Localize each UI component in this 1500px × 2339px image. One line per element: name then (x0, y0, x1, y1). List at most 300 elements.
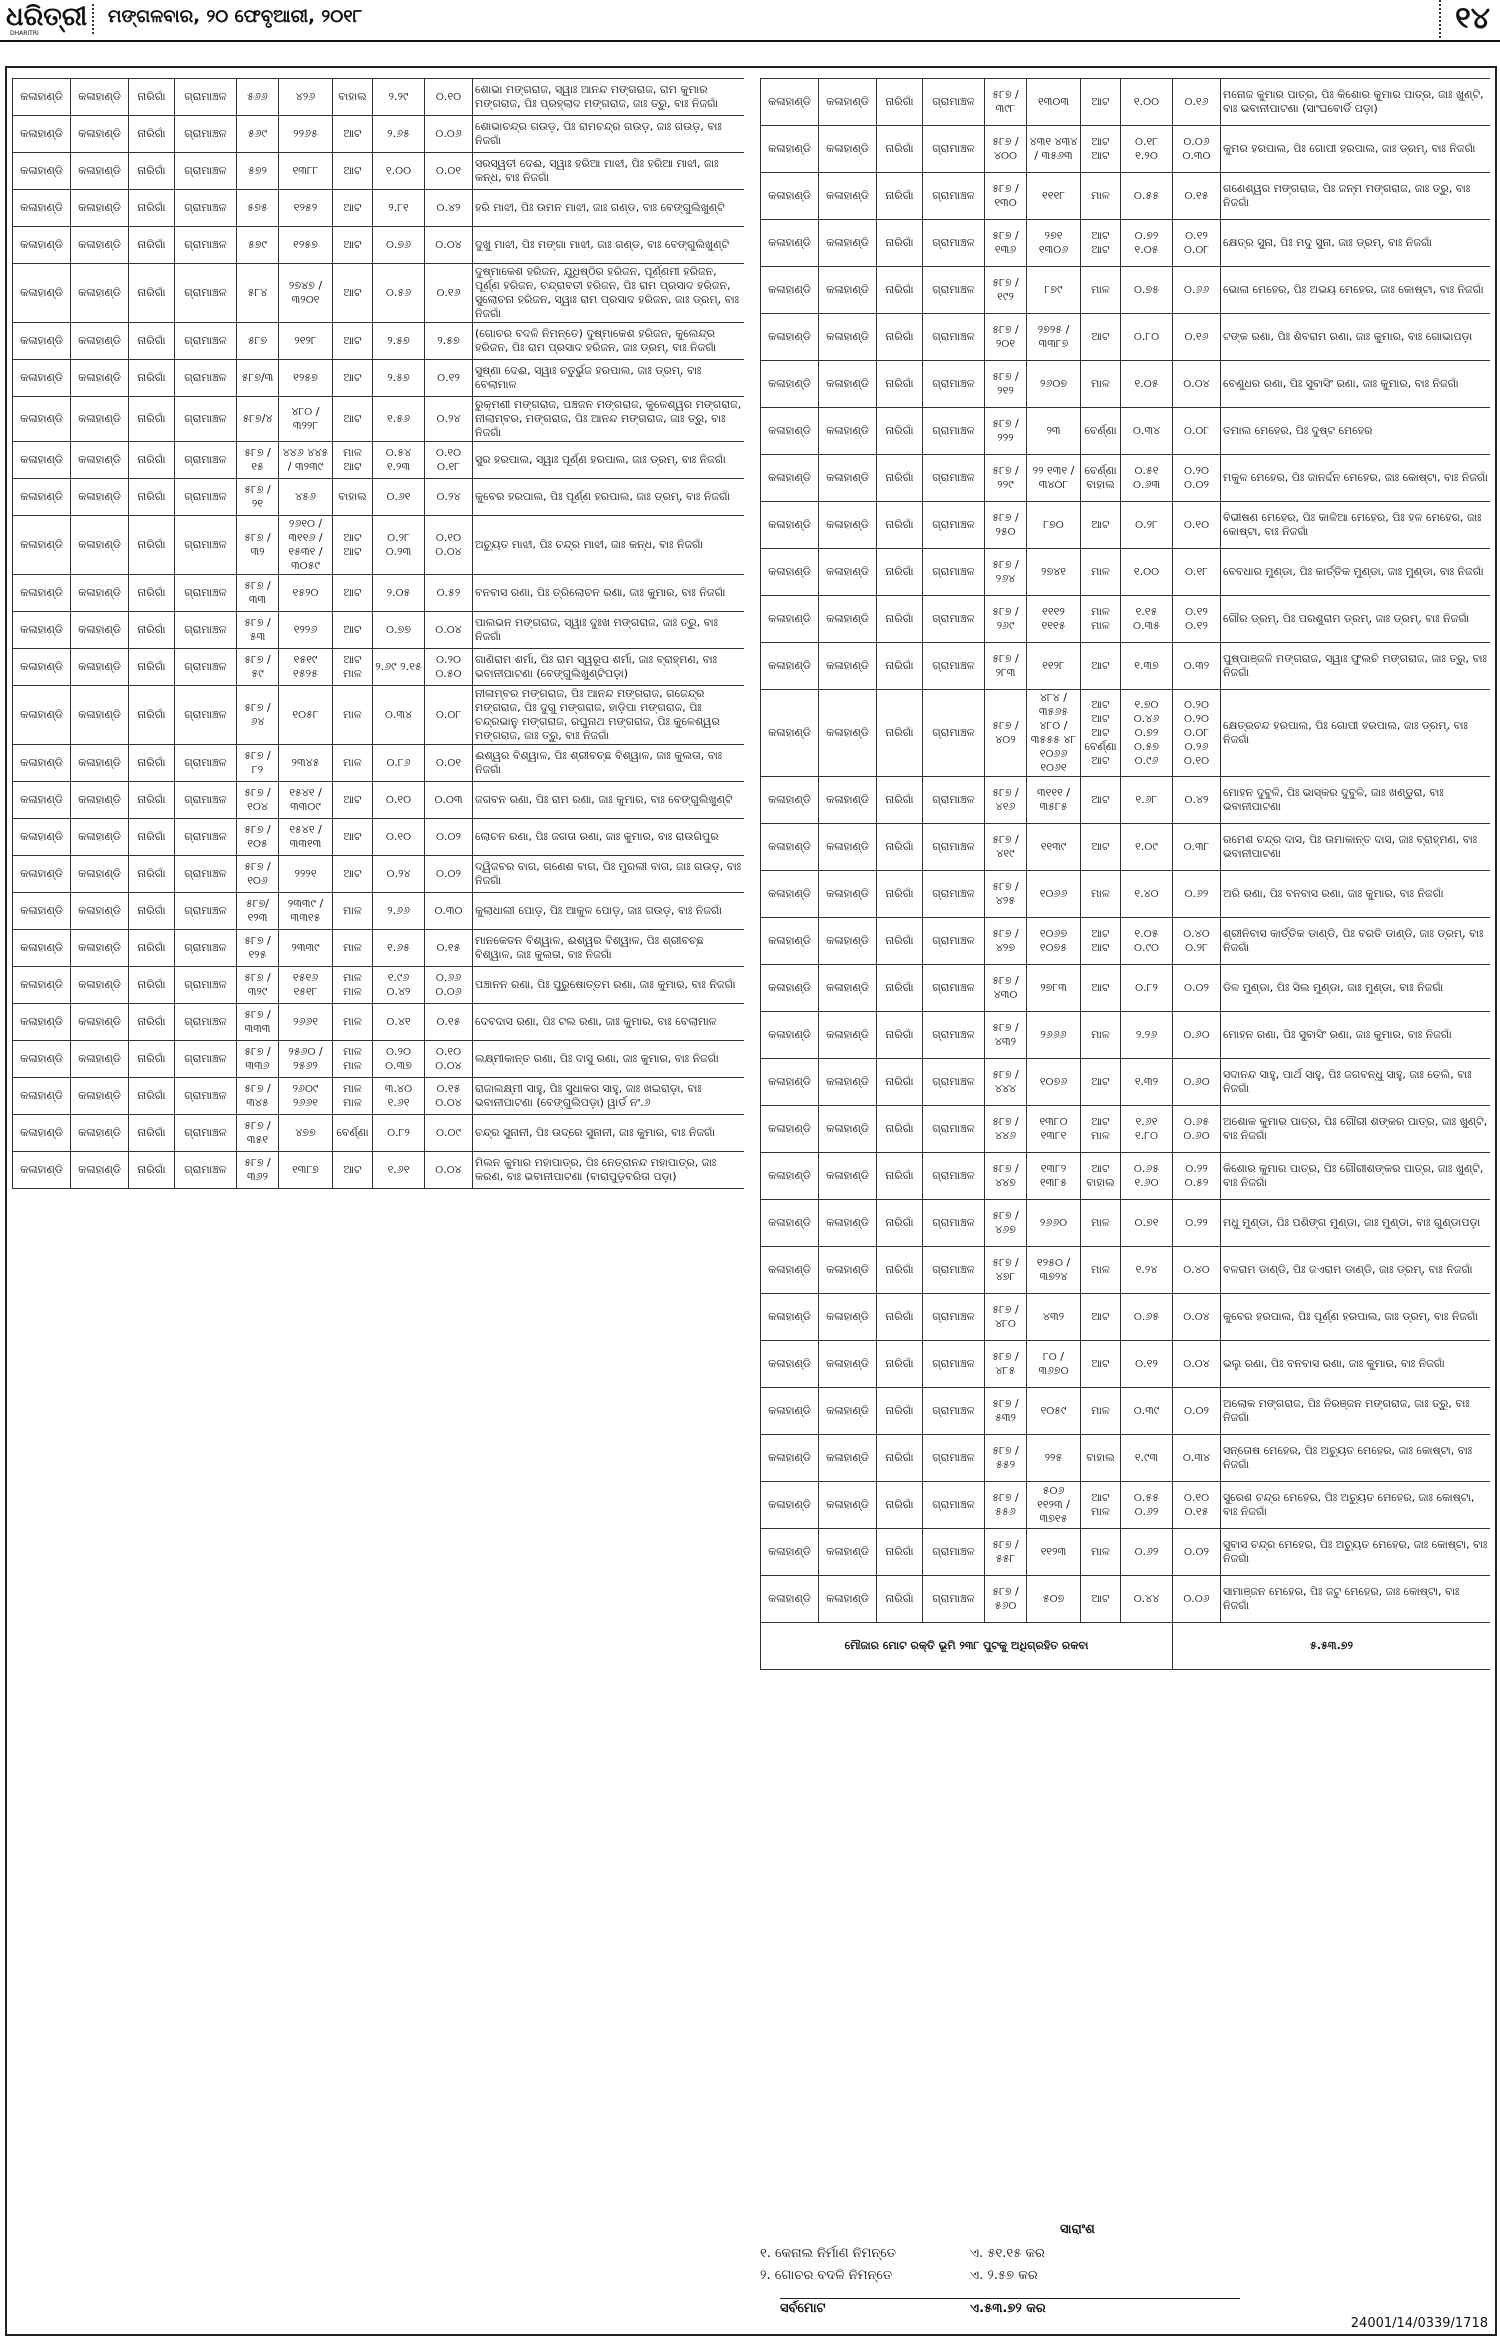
right-table-cell-district: କଳାହାଣ୍ଡି (761, 173, 819, 220)
right-table-cell-acquired-area: ୦.୬୫ ୦.୬୦ (1173, 1106, 1221, 1153)
left-table-cell-acquired-area: ୦.୦୬ (425, 116, 473, 153)
left-table-cell-village: ନାରିଗାଁ (129, 1115, 175, 1152)
right-table-cell-area-type: ଗ୍ରାମାଞ୍ଚଳ (923, 643, 985, 690)
right-table-cell-khata-no: ୫୦୬ ୧୧୨୩ / ୩୭୧୫ (1027, 1482, 1081, 1529)
right-table-cell-district: କଳାହାଣ୍ଡି (761, 777, 819, 824)
right-table-cell-acquired-area: ୦.୨୨ ୦.୫୨ (1173, 1153, 1221, 1200)
right-table-row (761, 1341, 1491, 1388)
left-table-cell-khata-no: ୧୩୮୮ (279, 153, 333, 190)
left-table-cell-plot-no: ୫୬୯ (237, 116, 279, 153)
reference-code: 24001/14/0339/1718 (1350, 2316, 1488, 2331)
right-table-cell-tehsil: କଳାହାଣ୍ଡି (819, 79, 877, 126)
right-table-cell-owner-details: ପୁଷ୍ପାଞ୍ଜଳି ମଙ୍ଗରାଜ, ସ୍ୱାଃ ଫୁଲଚି ମଙ୍ଗରାଜ, ଜାଃ ତ୍ରୁ, ବାଃ ନିଜଗାଁ (1221, 643, 1491, 690)
right-table-cell-tehsil: କଳାହାଣ୍ଡି (819, 1341, 877, 1388)
right-table-row (761, 1482, 1491, 1529)
left-table-cell-land-class: ଆଟ (333, 397, 373, 442)
right-table-cell-area-type: ଗ୍ରାମାଞ୍ଚଳ (923, 1576, 985, 1623)
right-table-cell-plot-no: ୫୮୭ / ୪୨୫ (985, 871, 1027, 918)
left-table-cell-land-class: ଆଟ ଆଟ (333, 516, 373, 575)
left-table-cell-area-type: ଗ୍ରାମାଞ୍ଚଳ (175, 442, 237, 479)
right-table-cell-plot-no: ୫୮୭ / ୨୧୨ (985, 361, 1027, 408)
left-table-cell-village: ନାରିଗାଁ (129, 442, 175, 479)
right-table-cell-tehsil: କଳାହାଣ୍ଡି (819, 1529, 877, 1576)
left-table-cell-district: କଳାହାଣ୍ଡି (13, 819, 71, 856)
right-table-cell-village: ନାରିଗାଁ (877, 1247, 923, 1294)
right-table-cell-acquired-area: ୦.୪୦ (1173, 1247, 1221, 1294)
left-table-cell-tehsil: କଳାହାଣ୍ଡି (71, 893, 129, 930)
right-column (760, 78, 1490, 2318)
left-table-cell-area-type: ଗ୍ରାମାଞ୍ଚଳ (175, 967, 237, 1004)
left-table-cell-tehsil: କଳାହାଣ୍ଡି (71, 1078, 129, 1115)
right-table-cell-owner-details: ବଳରାମ ଡାଣ୍ଡି, ପିଃ ଜଏରାମ ଡାଣ୍ଡି, ଜାଃ ଡ୍ରମ୍, ବାଃ ନିଜଗାଁ (1221, 1247, 1491, 1294)
right-table-cell-acquired-area: ୦.୨୦ ୦.୦୨ (1173, 455, 1221, 502)
right-table-cell-district: କଳାହାଣ୍ଡି (761, 596, 819, 643)
right-table-cell-acquired-area: ୦.୦୨ (1173, 1529, 1221, 1576)
left-table-cell-plot-no: ୫୭୯ (237, 227, 279, 264)
left-table-cell-khata-no: ୨୨୨୧ (279, 856, 333, 893)
right-table-cell-land-class: ମାଳ (1081, 1388, 1121, 1435)
left-table-cell-acquired-area: ୦.୦୪ (425, 1152, 473, 1189)
right-table-cell-acquired-area: ୦.୧୨ ୦.୧୨ (1173, 596, 1221, 643)
left-table-cell-owner-details: ଶୋଭା ମଙ୍ଗରାଜ, ସ୍ୱାଃ ଆନନ୍ଦ ମଙ୍ଗରାଜ, ରାମ କୁମାର ମଙ୍ଗରାଜ, ପିଃ ପ୍ରହ୍ଲାଦ ମଙ୍ଗରାଜ, ଜାଃ ତ୍ରୁ, ବାଃ ନିଜଗାଁ (473, 79, 745, 116)
right-table-cell-acquired-area: ୦.୦୪ (1173, 1294, 1221, 1341)
left-table-cell-khata-no: ୧୨୨୬ (279, 612, 333, 649)
right-table-cell-plot-area: ୦.୬୨ (1121, 1529, 1173, 1576)
right-table-cell-plot-area: ୧.୩୭ (1121, 643, 1173, 690)
right-table-cell-district: କଳାହାଣ୍ଡି (761, 1012, 819, 1059)
left-table-row (13, 745, 745, 782)
left-table-cell-acquired-area: ୨.୫୭ (425, 323, 473, 360)
right-table-cell-district: କଳାହାଣ୍ଡି (761, 643, 819, 690)
right-table-cell-plot-no: ୫୮୭ / ୪୮୫ (985, 1341, 1027, 1388)
right-table-cell-village: ନାରିଗାଁ (877, 1529, 923, 1576)
left-table-cell-plot-area: ୦.୨୮ ୦.୨୩ (373, 516, 425, 575)
left-table-cell-khata-no: ୪୭୭ (279, 1115, 333, 1152)
left-table-cell-khata-no: ୨୧୨୮ (279, 323, 333, 360)
left-table-cell-land-class: ବେର୍ଣ୍ଣା (333, 1115, 373, 1152)
right-table-cell-village: ନାରିଗାଁ (877, 690, 923, 777)
right-table-cell-tehsil: କଳାହାଣ୍ଡି (819, 777, 877, 824)
left-table-cell-acquired-area: ୦.୧୦ (425, 79, 473, 116)
right-table-cell-khata-no: ୮୦ / ୩୬୭୦ (1027, 1341, 1081, 1388)
right-table-cell-plot-area: ୦.୫୫ ୦.୬୨ (1121, 1482, 1173, 1529)
right-table-cell-plot-area: ୦.୩୪ (1121, 408, 1173, 455)
right-table-cell-village: ନାରିଗାଁ (877, 314, 923, 361)
right-table-cell-village: ନାରିଗାଁ (877, 1153, 923, 1200)
right-table-cell-plot-area: ୦.୩୯ (1121, 1388, 1173, 1435)
right-table-cell-land-class: ମାଳ (1081, 549, 1121, 596)
right-table-row (761, 824, 1491, 871)
right-table-cell-area-type: ଗ୍ରାମାଞ୍ଚଳ (923, 1059, 985, 1106)
left-table-cell-land-class: ମାଳ (333, 745, 373, 782)
right-table-cell-owner-details: ଅରି ରଣା, ପିଃ ବନବାସ ରଣା, ଜାଃ କୁମାର, ବାଃ ନିଜଗାଁ (1221, 871, 1491, 918)
right-table-cell-village: ନାରିଗାଁ (877, 220, 923, 267)
left-table-cell-tehsil: କଳାହାଣ୍ଡି (71, 612, 129, 649)
right-table-cell-tehsil: କଳାହାଣ୍ଡି (819, 173, 877, 220)
summary-total-value: ଏ.୫୩.୭୨ କର (970, 2301, 1046, 2316)
left-table-cell-owner-details: ମାନକେତନ ବିଶ୍ୱାଳ, ଈଶ୍ୱର ବିଶ୍ୱାଳ, ପିଃ ଶ୍ରୀବଚ୍ଛ ବିଶ୍ୱାଳ, ଜାଃ କୁଲତା, ବାଃ ନିଜଗାଁ (473, 930, 745, 967)
right-table-row (761, 1200, 1491, 1247)
right-table-cell-land-class: ଆଟ (1081, 79, 1121, 126)
left-table-cell-acquired-area: ୦.୫୨ (425, 575, 473, 612)
left-table-row (13, 649, 745, 686)
left-table-row (13, 930, 745, 967)
right-table-cell-acquired-area: ୦.୧୮ (1173, 549, 1221, 596)
right-table-cell-tehsil: କଳାହାଣ୍ଡି (819, 1012, 877, 1059)
left-table-cell-acquired-area: ୦.୧୦ ୦.୦୪ (425, 516, 473, 575)
left-table-cell-acquired-area: ୦.୨୪ (425, 479, 473, 516)
right-table-cell-plot-no: ୫୮୭ / ୨୬୯ (985, 596, 1027, 643)
right-table-cell-acquired-area: ୦.୩୪ (1173, 1435, 1221, 1482)
left-table-cell-plot-area: ୦.୪୧ (373, 1004, 425, 1041)
right-table-cell-owner-details: ମନୋଜ କୁମାର ପାତ୍ର, ପିଃ କିଶୋର କୁମାର ପାତ୍ର, ଜାଃ ଖୁଣ୍ଟି, ବାଃ ଭବାନୀପାଟଣା (ସାଂଘବୋର୍ଡି ପଡ଼ା) (1221, 79, 1491, 126)
left-table-cell-land-class: ମାଳ ମାଳ (333, 967, 373, 1004)
left-table-cell-tehsil: କଳାହାଣ୍ଡି (71, 575, 129, 612)
right-table-cell-khata-no: ୨୩ (1027, 408, 1081, 455)
left-table-cell-area-type: ଗ୍ରାମାଞ୍ଚଳ (175, 1152, 237, 1189)
right-table-cell-plot-no: ୫୮୭ / ୨୨୯ (985, 455, 1027, 502)
left-table-cell-owner-details: ଲକ୍ଷ୍ମୀକାନ୍ତ ରଣା, ପିଃ ଦାସୁ ରଣା, ଜାଃ କୁମାର, ବାଃ ନିଜଗାଁ (473, 1041, 745, 1078)
right-table-cell-plot-no: ୫୮୭ / ୪୦୦ (985, 126, 1027, 173)
right-table-cell-area-type: ଗ୍ରାମାଞ୍ଚଳ (923, 1153, 985, 1200)
left-table-cell-land-class: ଆଟ (333, 1152, 373, 1189)
right-table-cell-village: ନାରିଗାଁ (877, 1435, 923, 1482)
left-table-cell-tehsil: କଳାହାଣ୍ଡି (71, 264, 129, 323)
right-table-cell-khata-no: ୧୧୨୮ (1027, 643, 1081, 690)
right-table-cell-plot-no: ୫୮୭ / ୫୩୨ (985, 1388, 1027, 1435)
right-table-cell-khata-no: ୪୮୪ / ୩୫୬୫ ୪୮୦ / ୩୫୫୫ ୪୮ ୧୦୬୬ ୧୦୬୧ (1027, 690, 1081, 777)
right-table-cell-plot-no: ୫୮୭ / ୧୩୦ (985, 173, 1027, 220)
right-table-cell-plot-area: ୦.୭୫ (1121, 267, 1173, 314)
left-table-row (13, 479, 745, 516)
left-table-cell-owner-details: ଗାଣିରାମ ଶର୍ମା, ପିଃ ରାମ ସ୍ୱରୂପ ଶର୍ମା, ଜାଃ ବ୍ରାହ୍ମଣ, ବାଃ ଭବାନୀପାଟଣା (ବେଙ୍ଗୁଲିଖୁଣ୍ଟିପଡ଼ା) (473, 649, 745, 686)
right-table-cell-village: ନାରିଗାଁ (877, 1388, 923, 1435)
right-table-cell-khata-no: ୨୨୫ (1027, 1435, 1081, 1482)
left-table-cell-owner-details: ଶୋଭାଚନ୍ଦ୍ର ଗଉଡ଼, ପିଃ ରାମଚନ୍ଦ୍ର ଗଉଡ଼, ଜାଃ ଗଉଡ଼, ବାଃ ନିଜଗାଁ (473, 116, 745, 153)
right-table-cell-village: ନାରିଗାଁ (877, 1059, 923, 1106)
right-table-cell-plot-no: ୫୮୭ / ୪୬୭ (985, 1200, 1027, 1247)
left-table-cell-plot-area: ୨.୫୭ (373, 323, 425, 360)
right-table-cell-khata-no: ୧୧୧୮ (1027, 173, 1081, 220)
right-table-cell-land-class: ଆଟ (1081, 314, 1121, 361)
right-table-cell-area-type: ଗ୍ରାମାଞ୍ଚଳ (923, 314, 985, 361)
right-table-cell-village: ନାରିଗାଁ (877, 1482, 923, 1529)
left-table-cell-village: ନାରିଗାଁ (129, 967, 175, 1004)
left-table-cell-district: କଳାହାଣ୍ଡି (13, 782, 71, 819)
left-table-cell-tehsil: କଳାହାଣ୍ଡି (71, 649, 129, 686)
right-table-cell-owner-details: ମୋହନ ରଣା, ପିଃ ସୁବାସିଂ ରଣା, ଜାଃ କୁମାର, ବାଃ ନିଜଗାଁ (1221, 1012, 1491, 1059)
right-table-cell-plot-area: ୨.୨୬ (1121, 1012, 1173, 1059)
right-table-cell-land-class: ଆଟ (1081, 1294, 1121, 1341)
left-table-cell-land-class: ଆଟ (333, 819, 373, 856)
left-table-cell-district: କଳାହାଣ୍ଡି (13, 575, 71, 612)
right-table-cell-land-class: ମାଳ (1081, 173, 1121, 220)
left-table-cell-plot-no: ୫୮୭ / ୧୨୫ (237, 930, 279, 967)
right-table-cell-land-class: ଆଟ ମାଳ (1081, 1106, 1121, 1153)
summary-title: ସାରାଂଶ (1060, 2222, 1095, 2237)
right-table-cell-area-type: ଗ୍ରାମାଞ୍ଚଳ (923, 918, 985, 965)
right-table-cell-district: କଳାହାଣ୍ଡି (761, 1482, 819, 1529)
right-table-row (761, 361, 1491, 408)
left-table-cell-district: କଳାହାଣ୍ଡି (13, 649, 71, 686)
left-table-cell-village: ନାରିଗାଁ (129, 893, 175, 930)
left-table-cell-area-type: ଗ୍ରାମାଞ୍ଚଳ (175, 893, 237, 930)
left-table-cell-owner-details: (ଗୋଚର ବଦଳି ନିମନ୍ତେ) ଦୁଷ୍ମାକେଶ ହରିଜନ, କୁଲେନ୍ଦ୍ର ହରିଜନ, ପିଃ ରାମ ପ୍ରସାଦ ହରିଜନ, ଜାଃ ଡ୍ରମ୍, ବାଃ ନିଜଗାଁ (473, 323, 745, 360)
right-table-row (761, 918, 1491, 965)
left-table-cell-khata-no: ୧୫୧୯ ୧୫୨୫ (279, 649, 333, 686)
left-table-cell-area-type: ଗ୍ରାମାଞ୍ଚଳ (175, 686, 237, 745)
left-table-row (13, 323, 745, 360)
left-table-cell-plot-no: ୫୭୨ (237, 153, 279, 190)
left-table-cell-owner-details: ପଞ୍ଚାନନ ରଣା, ପିଃ ପୁରୁଷୋତ୍ତମ ରଣା, ଜାଃ କୁମାର, ବାଃ ନିଜଗାଁ (473, 967, 745, 1004)
right-table-row (761, 690, 1491, 777)
left-table-row (13, 967, 745, 1004)
left-table-cell-plot-no: ୫୮୭ / ୩୬୨ (237, 1152, 279, 1189)
right-table-cell-plot-area: ୦.୭୨ ୧.୦୫ (1121, 220, 1173, 267)
left-table-cell-tehsil: କଳାହାଣ୍ଡି (71, 1152, 129, 1189)
right-table-cell-plot-no: ୫୮୭ / ୩୯୮ (985, 79, 1027, 126)
right-table-cell-khata-no: ୨୬୬୦ (1027, 1200, 1081, 1247)
right-table-cell-khata-no: ୪୩୨ (1027, 1294, 1081, 1341)
left-table-cell-area-type: ଗ୍ରାମାଞ୍ଚଳ (175, 190, 237, 227)
right-table-cell-acquired-area: ୦.୦୨ (1173, 1388, 1221, 1435)
right-table-cell-plot-no: ୫୮୭ / ୪୦୨ (985, 690, 1027, 777)
right-table-row (761, 549, 1491, 596)
right-table-cell-village: ନାରିଗାଁ (877, 408, 923, 455)
right-table-cell-khata-no: ୧୦୫୯ (1027, 1388, 1081, 1435)
left-table-cell-tehsil: କଳାହାଣ୍ଡି (71, 930, 129, 967)
left-table-cell-area-type: ଗ୍ରାମାଞ୍ଚଳ (175, 575, 237, 612)
right-table-cell-owner-details: କୁମର ହରପାଲ, ପିଃ ଗୋପୀ ହରପାଲ, ଜାଃ ଡ୍ରମ୍, ବାଃ ନିଜଗାଁ (1221, 126, 1491, 173)
left-table-cell-tehsil: କଳାହାଣ୍ଡି (71, 190, 129, 227)
right-table-cell-khata-no: ୨୬୦୭ (1027, 361, 1081, 408)
right-table-cell-tehsil: କଳାହାଣ୍ଡି (819, 220, 877, 267)
right-table-cell-village: ନାରିଗାଁ (877, 1341, 923, 1388)
right-table-cell-plot-area: ୧.୦୦ (1121, 79, 1173, 126)
right-table-cell-khata-no: ୩୧୧୧ / ୩୫୮୫ (1027, 777, 1081, 824)
left-table-cell-owner-details: ମିଲନ କୁମାର ମହାପାତ୍ର, ପିଃ ନେତ୍ରାନନ୍ଦ ମହାପାତ୍ର, ଜାଃ କରଣ, ବାଃ ଭବାନୀପାଟଣା (ବାରାପୁଡ଼ବରିତା ପଡ଼ା) (473, 1152, 745, 1189)
left-table-cell-tehsil: କଳାହାଣ୍ଡି (71, 856, 129, 893)
left-table-cell-tehsil: କଳାହାଣ୍ଡି (71, 360, 129, 397)
right-table-cell-area-type: ଗ୍ରାମାଞ୍ଚଳ (923, 267, 985, 314)
right-table-cell-plot-no: ୫୮୭ / ୫୬୦ (985, 1576, 1027, 1623)
left-table-cell-plot-area: ୦.୨୪ (373, 856, 425, 893)
right-table-cell-district: କଳାହାଣ୍ଡି (761, 79, 819, 126)
left-table-cell-plot-area: ୦.୮୬ (373, 745, 425, 782)
right-table-cell-area-type: ଗ୍ରାମାଞ୍ଚଳ (923, 690, 985, 777)
left-table-cell-plot-area: ୨.୬୯ ୨.୧୫ (373, 649, 425, 686)
right-table-cell-owner-details: ବିଭୀଷଣ ମେହେର, ପିଃ କାଳିଆ ମେହେର, ପିଃ ହଳ ମେହେର, ଜାଃ କୋଷ୍ଟା, ବାଃ ନିଜଗାଁ (1221, 502, 1491, 549)
right-table-cell-area-type: ଗ୍ରାମାଞ୍ଚଳ (923, 777, 985, 824)
left-table-cell-village: ନାରିଗାଁ (129, 323, 175, 360)
left-table-cell-acquired-area: ୦.୩୦ (425, 893, 473, 930)
right-table-cell-khata-no: ୨୭୧ ୧୩୦୬ (1027, 220, 1081, 267)
left-table-cell-plot-no: ୫୮୭/୩ (237, 360, 279, 397)
right-table-cell-owner-details: ତମାଲ ମେହେର, ପିଃ ଦୁଷ୍ଟ ମେହେର (1221, 408, 1491, 455)
left-table-cell-village: ନାରିଗାଁ (129, 1041, 175, 1078)
left-table-cell-owner-details: ଦୁଷ୍ମାକେଶ ହରିଜନ, ଯୁଧିଷ୍ଠିର ହରିଜନ, ପୂର୍ଣ୍ଣମୀ ହରିଜନ, ପୂର୍ଣ୍ଣ ହରିଜନ, ଚନ୍ଦ୍ରାବତୀ ହରିଜନ, ପିଃ ରାମ ପ୍ରସାଦ ହରିଜନ, ସୁଲୋଚନା ହରିଜନ, ସ୍ୱାଃ ରାମ ପ୍ରସାଦ ହରିଜନ, ଜାଃ ଡ୍ରମ୍, ବାଃ ନିଜଗାଁ (473, 264, 745, 323)
right-table-cell-tehsil: କଳାହାଣ୍ଡି (819, 871, 877, 918)
right-table-cell-tehsil: କଳାହାଣ୍ଡି (819, 690, 877, 777)
left-table-cell-tehsil: କଳାହାଣ୍ଡି (71, 1041, 129, 1078)
right-land-table (760, 78, 1490, 1670)
left-table-cell-district: କଳାହାଣ୍ଡି (13, 1152, 71, 1189)
left-table-cell-khata-no: ୨୬୧୦ / ୩୧୧୬ / ୧୫୩୧ / ୩୦୫୯ (279, 516, 333, 575)
left-table-cell-plot-no: ୫୮୭ / ୩୩ (237, 575, 279, 612)
left-table-cell-area-type: ଗ୍ରାମାଞ୍ଚଳ (175, 227, 237, 264)
right-table-cell-village: ନାରିଗାଁ (877, 1294, 923, 1341)
left-table-cell-acquired-area: ୦.୧୫ (425, 930, 473, 967)
right-table-cell-tehsil: କଳାହାଣ୍ଡି (819, 918, 877, 965)
left-table-cell-owner-details: ଲୋଚନ ରଣା, ପିଃ ଜଗତା ରଣା, ଜାଃ କୁମାର, ବାଃ ରାଉଗିପୁର (473, 819, 745, 856)
right-table-row (761, 1153, 1491, 1200)
left-table-cell-plot-no: ୫୮୭ / ୧୫ (237, 442, 279, 479)
left-table-cell-khata-no: ୨୩୪୫ (279, 745, 333, 782)
right-table-cell-village: ନାରିଗାଁ (877, 824, 923, 871)
left-table-cell-acquired-area: ୦.୦୪ (425, 612, 473, 649)
right-table-cell-tehsil: କଳାହାଣ୍ଡି (819, 408, 877, 455)
right-table-cell-acquired-area: ୦.୬୦ (1173, 1059, 1221, 1106)
left-table-cell-acquired-area: ୦.୦୧ (425, 153, 473, 190)
right-table-cell-acquired-area: ୦.୧୬ (1173, 314, 1221, 361)
right-table-cell-plot-no: ୫୮୭ / ୪୨୭ (985, 918, 1027, 965)
left-table-cell-plot-area: ୦.୨୦ ୦.୩୭ (373, 1041, 425, 1078)
right-table-cell-plot-no: ୫୮୭ / ୫୫୨ (985, 1435, 1027, 1482)
left-table-cell-land-class: ମାଳ ମାଳ (333, 1041, 373, 1078)
newspaper-logo-subtitle: DHARITRI (10, 30, 39, 37)
right-table-cell-village: ନାରିଗାଁ (877, 549, 923, 596)
right-table-cell-khata-no: ୧୦୬୬ (1027, 871, 1081, 918)
right-table-cell-plot-area: ୦.୪୪ (1121, 1576, 1173, 1623)
left-table-cell-owner-details: କୁବେର ହରପାଲ, ପିଃ ପୂର୍ଣ୍ଣ ହରପାଲ, ଜାଃ ଡ୍ରମ୍, ବାଃ ନିଜଗାଁ (473, 479, 745, 516)
right-table-cell-khata-no: ୨୨ ୧୩୧ / ୩୪୦୮ (1027, 455, 1081, 502)
left-table-cell-land-class: ଆଟ (333, 575, 373, 612)
left-table-cell-land-class: ଆଟ (333, 323, 373, 360)
left-table-cell-area-type: ଗ୍ରାମାଞ୍ଚଳ (175, 612, 237, 649)
right-table-cell-khata-no: ୫୦୭ (1027, 1576, 1081, 1623)
right-table-row (761, 643, 1491, 690)
left-table-cell-district: କଳାହାଣ୍ଡି (13, 1041, 71, 1078)
left-table-cell-acquired-area: ୦.୧୦ ୦.୦୪ (425, 1041, 473, 1078)
left-table-cell-district: କଳାହାଣ୍ଡି (13, 190, 71, 227)
left-table-row (13, 819, 745, 856)
left-table-cell-district: କଳାହାଣ୍ଡି (13, 479, 71, 516)
right-table-cell-acquired-area: ୦.୬୦ (1173, 1012, 1221, 1059)
summary-canal-value: ଏ. ୫୧.୧୫ କର (970, 2246, 1045, 2261)
right-table-cell-acquired-area: ୦.୧୨ ୦.୦୮ (1173, 220, 1221, 267)
left-table-cell-district: କଳାହାଣ୍ଡି (13, 612, 71, 649)
right-table-cell-village: ନାରିଗାଁ (877, 918, 923, 965)
right-table-cell-area-type: ଗ୍ରାମାଞ୍ଚଳ (923, 1388, 985, 1435)
left-table-cell-plot-no: ୫୮୭ / ୩୨ (237, 516, 279, 575)
right-table-row (761, 871, 1491, 918)
left-table-cell-plot-area: ୨.୨୯ (373, 79, 425, 116)
left-table-cell-tehsil: କଳାହାଣ୍ଡି (71, 79, 129, 116)
left-table-row (13, 516, 745, 575)
left-table-cell-district: କଳାହାଣ୍ଡି (13, 686, 71, 745)
left-table-cell-tehsil: କଳାହାଣ୍ଡି (71, 745, 129, 782)
right-table-cell-district: କଳାହାଣ୍ଡି (761, 1106, 819, 1153)
right-table-cell-owner-details: ମକୁଳ ମେହେର, ପିଃ ଜାନର୍ଦ୍ଦନ ମେହେର, ଜାଃ କୋଷ୍ଟା, ବାଃ ନିଜଗାଁ (1221, 455, 1491, 502)
right-table-cell-area-type: ଗ୍ରାମାଞ୍ଚଳ (923, 1482, 985, 1529)
left-table-row (13, 856, 745, 893)
left-table-cell-tehsil: କଳାହାଣ୍ଡି (71, 686, 129, 745)
left-table-cell-plot-no: ୫୮୭ / ୩୫୧ (237, 1115, 279, 1152)
right-table-cell-owner-details: ସୁରେଶ ଚନ୍ଦ୍ର ମେହେର, ପିଃ ଅଚ୍ୟୁତ ମେହେର, ଜାଃ କୋଷ୍ଟା, ବାଃ ନିଜଗାଁ (1221, 1482, 1491, 1529)
mouza-total-value: ୫.୫୩.୭୨ (1173, 1623, 1491, 1670)
left-table-cell-owner-details: ପାଲଭନ ମଙ୍ଗରାଜ, ସ୍ୱାଃ ଦୁଃଖ ମଙ୍ଗରାଜ, ଜାଃ ତ୍ରୁ, ବାଃ ନିଜଗାଁ (473, 612, 745, 649)
right-table-row (761, 965, 1491, 1012)
left-table-row (13, 227, 745, 264)
right-table-row (761, 596, 1491, 643)
right-table-cell-plot-no: ୫୮୭ / ୪୧୬ (985, 777, 1027, 824)
left-table-cell-plot-no: ୫୮୭ (237, 323, 279, 360)
left-table-cell-owner-details: ନୀଳାମ୍ବର ମଙ୍ଗରାଜ, ପିଃ ଆନନ୍ଦ ମଙ୍ଗରାଜ, ଗଜେନ୍ଦ୍ର ମଙ୍ଗରାଜ, ପିଃ ଦୁଗୁ ମଙ୍ଗରାଜ, ହାଡ଼ିପା ମଙ୍ଗରାଜ, ପିଃ ଚନ୍ଦ୍ରଭାନୁ ମଙ୍ଗରାଜ, ରଘୁନାଥ ମଙ୍ଗରାଜ, ପିଃ କୁଳେଶ୍ୱର ମଙ୍ଗରାଜ, ଜାଃ ତ୍ରୁ, ବାଃ ନିଜଗାଁ (473, 686, 745, 745)
right-table-cell-owner-details: ଭୋଳା ମେହେର, ପିଃ ଅଭୟ ମେହେର, ଜାଃ କୋଷ୍ଟା, ବାଃ ନିଜଗାଁ (1221, 267, 1491, 314)
left-table-cell-land-class: ମାଳ ମାଳ (333, 1078, 373, 1115)
right-table-cell-plot-area: ୧.୪୦ (1121, 871, 1173, 918)
right-table-row (761, 1247, 1491, 1294)
left-table-row (13, 442, 745, 479)
right-table-cell-land-class: ଆଟ (1081, 777, 1121, 824)
right-table-cell-district: କଳାହାଣ୍ଡି (761, 314, 819, 361)
right-table-cell-acquired-area: ୦.୧୦ ୦.୧୫ (1173, 1482, 1221, 1529)
left-table-cell-plot-area: ୧.୫୬ (373, 397, 425, 442)
right-table-cell-tehsil: କଳାହାଣ୍ଡି (819, 596, 877, 643)
right-table-cell-khata-no: ୧୩୮୨ ୧୩୮୫ (1027, 1153, 1081, 1200)
right-table-cell-owner-details: ଗଣେଶ୍ୱର ମଙ୍ଗରାଜ, ପିଃ ଜନ୍ମ ମଙ୍ଗରାଜ, ଜାଃ ତ୍ରୁ, ବାଃ ନିଜଗାଁ (1221, 173, 1491, 220)
right-table-cell-district: କଳାହାଣ୍ଡି (761, 408, 819, 455)
right-table-row (761, 502, 1491, 549)
left-table-cell-plot-area: ୦.୧୦ (373, 782, 425, 819)
left-table-row (13, 153, 745, 190)
right-table-row (761, 220, 1491, 267)
right-table-cell-tehsil: କଳାହାଣ୍ଡି (819, 1435, 877, 1482)
left-table-cell-land-class: ଆଟ (333, 190, 373, 227)
left-table-cell-owner-details: ରୁକ୍ମଣୀ ମଙ୍ଗରାଜ, ପଞ୍ଚଜନ ମଙ୍ଗରାଜ, କୁଳେଶ୍ୱର ମଙ୍ଗରାଜ, ନୀଲାମ୍ବର, ମଙ୍ଗରାଜ, ପିଃ ଆନନ୍ଦ ମଙ୍ଗରାଜ, ଜାଃ ତ୍ରୁ, ବାଃ ନିଜଗାଁ (473, 397, 745, 442)
right-table-cell-land-class: ବାହାଲ (1081, 1435, 1121, 1482)
right-table-cell-village: ନାରିଗାଁ (877, 1576, 923, 1623)
left-table-cell-land-class: ଆଟ ମାଳ (333, 649, 373, 686)
left-table-cell-acquired-area: ୦.୨୦ ୦.୫୦ (425, 649, 473, 686)
left-table-cell-plot-no: ୫୮୪ (237, 264, 279, 323)
left-table-cell-plot-area: ୦.୮୨ (373, 1115, 425, 1152)
left-table-cell-plot-no: ୫୮୭/୪ (237, 397, 279, 442)
left-table-cell-acquired-area: ୦.୦୧ (425, 745, 473, 782)
left-table-row (13, 1152, 745, 1189)
left-table-cell-area-type: ଗ୍ରାମାଞ୍ଚଳ (175, 782, 237, 819)
right-table-cell-plot-area: ୧.୦୫ ୦.୯୦ (1121, 918, 1173, 965)
right-table-row (761, 79, 1491, 126)
left-table-cell-land-class: ମାଳ (333, 893, 373, 930)
left-table-cell-khata-no: ୧୫୧୬ ୧୫୧୮ (279, 967, 333, 1004)
right-table-body (761, 79, 1491, 1623)
left-table-cell-plot-no: ୫୮୭ / ୩୩୬ (237, 1041, 279, 1078)
left-table-cell-acquired-area: ୦.୦୨ (425, 856, 473, 893)
right-table-cell-plot-area: ୦.୧୮ ୧.୨୦ (1121, 126, 1173, 173)
left-table-cell-district: କଳାହାଣ୍ଡି (13, 442, 71, 479)
left-table-cell-owner-details: ଜଗବନ ରଣା, ପିଃ ରାମ ରଣା, ଜାଃ କୁମାର, ବାଃ ବେଙ୍ଗୁଲିଖୁଣ୍ଟି (473, 782, 745, 819)
right-table-row (761, 1059, 1491, 1106)
right-table-cell-tehsil: କଳାହାଣ୍ଡି (819, 126, 877, 173)
left-table-cell-plot-no: ୫୮୭ / ୧୦୪ (237, 782, 279, 819)
left-table-cell-village: ନାରିଗାଁ (129, 360, 175, 397)
left-table-cell-land-class: ବାହାଲ (333, 79, 373, 116)
right-table-cell-area-type: ଗ୍ରାମାଞ୍ଚଳ (923, 502, 985, 549)
right-table-cell-plot-area: ୦.୬୫ ୧.୬୦ (1121, 1153, 1173, 1200)
right-table-cell-owner-details: ଅଶୋକ କୁମାର ପାତ୍ର, ପିଃ ଗୌରୀ ଶଙ୍କର ପାତ୍ର, ଜାଃ ଖୁଣ୍ଟି, ବାଃ ନିଜଗାଁ (1221, 1106, 1491, 1153)
right-table-cell-village: ନାରିଗାଁ (877, 596, 923, 643)
